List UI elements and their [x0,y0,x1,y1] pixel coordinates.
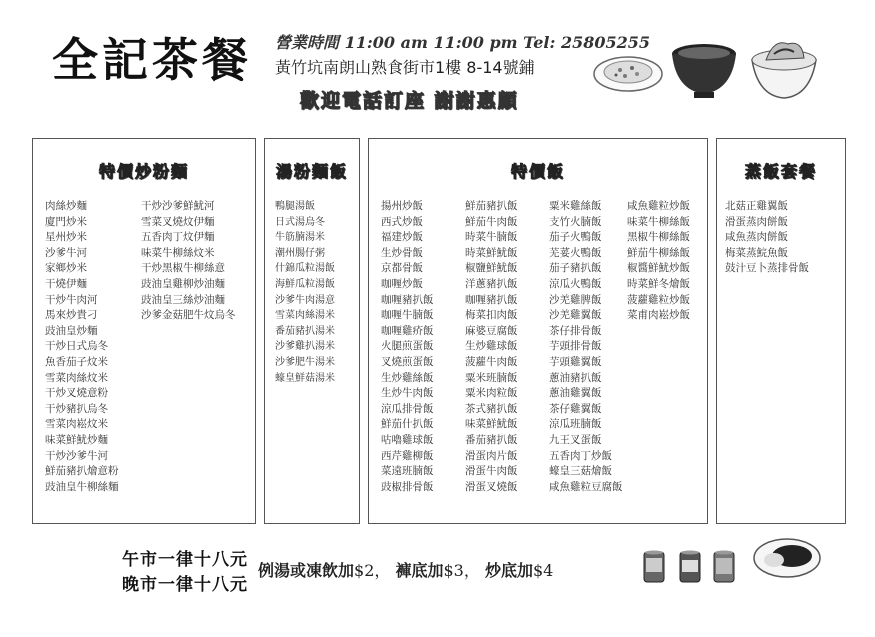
welcome-banner: 歡迎電話訂座 謝謝惠顧 [300,90,519,112]
menu-item: 沙爹牛河 [45,246,87,259]
menu-item: 干炒黑椒牛柳絲意 [141,262,225,275]
drink-can-image [679,550,701,584]
menu-item: 干炒沙爹鮮魷河 [141,200,215,212]
menu-item: 茶仔雞翼飯 [549,402,602,415]
menu-item: 豉油皇三絲炒油麵 [141,293,225,306]
menu-item: 魚香茄子炆米 [45,355,108,368]
menu-item: 涼瓜火鴨飯 [549,277,602,290]
menu-item: 咖喱豬扒飯 [465,293,518,306]
menu-item: 叉燒煎蛋飯 [381,355,434,368]
menu-item: 時菜牛腩飯 [465,231,518,244]
menu-item: 咸魚雞粒炒飯 [627,200,690,212]
menu-item: 火腿煎蛋飯 [381,340,434,353]
dinner-price: 晚市一律十八元 [122,575,248,595]
special-rice-list-1 [381,199,434,495]
menu-item: 干炒日式烏冬 [45,340,108,353]
menu-item: 什錦瓜粒湯飯 [275,263,335,275]
menu-item: 鮮茄牛柳絲飯 [627,246,690,259]
menu-item: 椒醬鮮魷炒飯 [627,262,690,275]
separator: ， [374,561,391,580]
menu-item: 鮮茄牛肉飯 [465,215,518,228]
menu-item: 粟米肉粒飯 [465,387,518,400]
soup-noodles-list [275,199,335,386]
menu-item: 蠔皇三菇燴飯 [549,465,612,478]
menu-item: 豉油皇雞柳炒油麵 [141,277,225,290]
menu-item: 黑椒牛柳絲飯 [627,231,690,244]
menu-item: 京都骨飯 [381,262,423,275]
menu-item: 味菜牛柳絲飯 [627,215,690,228]
menu-item: 雪菜肉絲湯米 [275,310,335,322]
fried-noodles-list-1 [45,199,119,495]
menu-item: 潮州腸仔粥 [275,247,325,259]
menu-item: 支竹火腩飯 [549,215,602,228]
menu-item: 干炒牛肉河 [45,293,98,306]
menu-item: 鼓汁豆卜蒸排骨飯 [725,262,809,275]
menu-item: 西式炒飯 [381,215,423,228]
add-on-fried-base: 炒底加 [484,561,533,580]
fried-noodles-panel [32,138,256,524]
special-rice-list-2 [465,199,518,495]
menu-item: 豉椒排骨飯 [381,480,434,493]
menu-item: 粟米班腩飯 [465,371,518,384]
menu-item: 沙羌雞脾飯 [549,293,602,306]
menu-item: 沙羌雞翼飯 [549,309,602,322]
steamed-rice-set-list [725,199,809,277]
menu-item: 番茄豬扒湯米 [275,325,335,337]
menu-item: 星州炒米 [45,231,87,244]
drink-can-image [643,550,665,584]
menu-item: 滑蛋蒸肉餅飯 [725,215,788,228]
menu-item: 咖喱雞疥飯 [381,324,434,337]
add-on-prices [258,558,553,581]
menu-item: 日式湯烏冬 [275,216,325,228]
menu-item: 豉油皇炒麵 [45,324,98,337]
menu-item: 鮮茄豬扒飯 [465,200,518,212]
menu-item: 滑蛋叉燒飯 [465,480,518,493]
menu-item: 廈門炒米 [45,215,87,228]
add-on-soup-drink-price: $2 [354,561,375,580]
menu-item: 時菜鮮冬燴飯 [627,277,690,290]
soup-noodles-panel [264,138,360,524]
menu-item: 味菜鮮魷炒麵 [45,433,108,446]
menu-item: 家鄉炒米 [45,262,87,275]
menu-item: 菜遠班腩飯 [381,465,434,478]
menu-item: 咸魚雞粒豆腐飯 [549,480,623,493]
menu-item: 揚州炒飯 [381,200,423,212]
menu-item: 蠔皇鮮菇湯米 [275,372,335,384]
add-on-soup-drink: 例湯或凍飲加 [258,561,355,580]
menu-item: 番茄豬扒飯 [465,433,518,446]
menu-item: 洋蔥豬扒飯 [465,277,518,290]
menu-item: 涼瓜排骨飯 [381,402,434,415]
menu-item: 芋頭排骨飯 [549,340,602,353]
menu-item: 鮮茄豬扒燴意粉 [45,465,119,478]
menu-item: 福建炒飯 [381,231,423,244]
rice-bowl-image [744,30,824,102]
menu-item: 梅菜扣肉飯 [465,309,518,322]
add-on-fried-base-price: $4 [532,561,554,580]
special-rice-panel [368,138,708,524]
menu-item: 茄子火鴨飯 [549,231,602,244]
menu-item: 雪菜肉崧炆米 [45,418,108,431]
separator: ， [463,561,480,580]
menu-item: 茄子豬扒飯 [549,262,602,275]
menu-item: 滑蛋肉片飯 [465,449,518,462]
special-rice-list-4 [627,199,690,324]
menu-item: 時菜鮮魷飯 [465,246,518,259]
menu-item: 干炒沙爹牛河 [45,449,108,462]
menu-item: 雪菜叉燒炆伊麵 [141,215,215,228]
menu-item: 五香肉丁炒飯 [549,449,612,462]
add-on-base: 褲底加 [395,561,444,580]
steamed-rice-set-panel [716,138,846,524]
menu-item: 鴨腿湯飯 [275,201,315,212]
menu-item: 咸魚蒸肉餅飯 [725,231,788,244]
menu-item: 菠蘿雞粒炒飯 [627,293,690,306]
menu-item: 咖喱牛腩飯 [381,309,434,322]
menu-item: 菜甫肉崧炒飯 [627,309,690,322]
menu-item: 干炒豬扒烏冬 [45,402,108,415]
menu-item: 沙爹金菇肥牛炆烏冬 [141,309,236,322]
menu-item: 生炒牛肉飯 [381,387,434,400]
menu-item: 咕嚕雞球飯 [381,433,434,446]
menu-item: 咖喱豬扒飯 [381,293,434,306]
menu-item: 芜荽火鴨飯 [549,246,602,259]
menu-item: 梅菜蒸鯇魚飯 [725,246,788,259]
menu-item: 茶式豬扒飯 [465,402,518,415]
menu-item: 茶仔排骨飯 [549,324,602,337]
menu-item: 菠蘿牛肉飯 [465,355,518,368]
opening-hours: 營業時間 11:00 am 11:00 pm Tel: 25805255 [275,33,651,52]
menu-item: 干燒伊麵 [45,277,87,290]
fried-rice-plate-image [592,46,664,96]
special-rice-title: 特價飯 [510,162,565,181]
lunch-price: 午市一律十八元 [122,550,248,570]
menu-item: 沙爹肥牛湯米 [275,356,335,368]
menu-item: 牛筋腩湯米 [275,232,325,244]
menu-item: 蔥油豬扒飯 [549,371,602,384]
menu-item: 生炒骨飯 [381,246,423,259]
menu-item: 麻婆豆腐飯 [465,324,518,337]
menu-item: 肉絲炒麵 [45,200,87,212]
menu-item: 馬來炒貴刁 [45,309,98,322]
menu-item: 九王叉蛋飯 [549,433,602,446]
menu-item: 五香肉丁炆伊麵 [141,231,215,244]
special-rice-list-3 [549,199,623,495]
menu-item: 西芹雞柳飯 [381,449,434,462]
menu-item: 生炒雞球飯 [465,340,518,353]
menu-item: 豉油皇牛柳絲麵 [45,480,119,493]
menu-item: 味菜鮮魷飯 [465,418,518,431]
menu-item: 味菜牛柳絲炆米 [141,246,215,259]
add-on-base-price: $3 [443,561,464,580]
menu-item: 粟米雞絲飯 [549,200,602,212]
curry-plate-image [752,536,822,580]
fried-noodles-title: 特價炒粉麵 [98,162,189,181]
menu-item: 芋頭雞翼飯 [549,355,602,368]
restaurant-name: 全記茶餐 [52,33,252,87]
menu-item: 滑蛋牛肉飯 [465,465,518,478]
soup-bowl-image [668,38,740,102]
menu-item: 北菇正雞翼飯 [725,200,788,212]
menu-item: 海鮮瓜粒湯飯 [275,278,335,290]
menu-item: 干炒叉燒意粉 [45,387,108,400]
menu-item: 雪菜肉絲炆米 [45,371,108,384]
menu-item: 生炒雞絲飯 [381,371,434,384]
drink-can-image [713,550,735,584]
menu-item: 沙爹雞扒湯米 [275,341,335,353]
steamed-rice-set-title: 蒸飯套餐 [744,162,817,181]
menu-item: 鮮茄什扒飯 [381,418,434,431]
menu-item: 椒鹽鮮魷飯 [465,262,518,275]
menu-item: 涼瓜班腩飯 [549,418,602,431]
address: 黃竹坑南朗山熟食街市1樓 8-14號鋪 [275,58,535,77]
fried-noodles-list-2 [141,199,236,324]
menu-item: 沙爹牛肉湯意 [275,294,335,306]
soup-noodles-title: 湯粉麵飯 [275,162,348,181]
menu-item: 咖喱炒飯 [381,277,423,290]
menu-item: 蔥油雞翼飯 [549,387,602,400]
